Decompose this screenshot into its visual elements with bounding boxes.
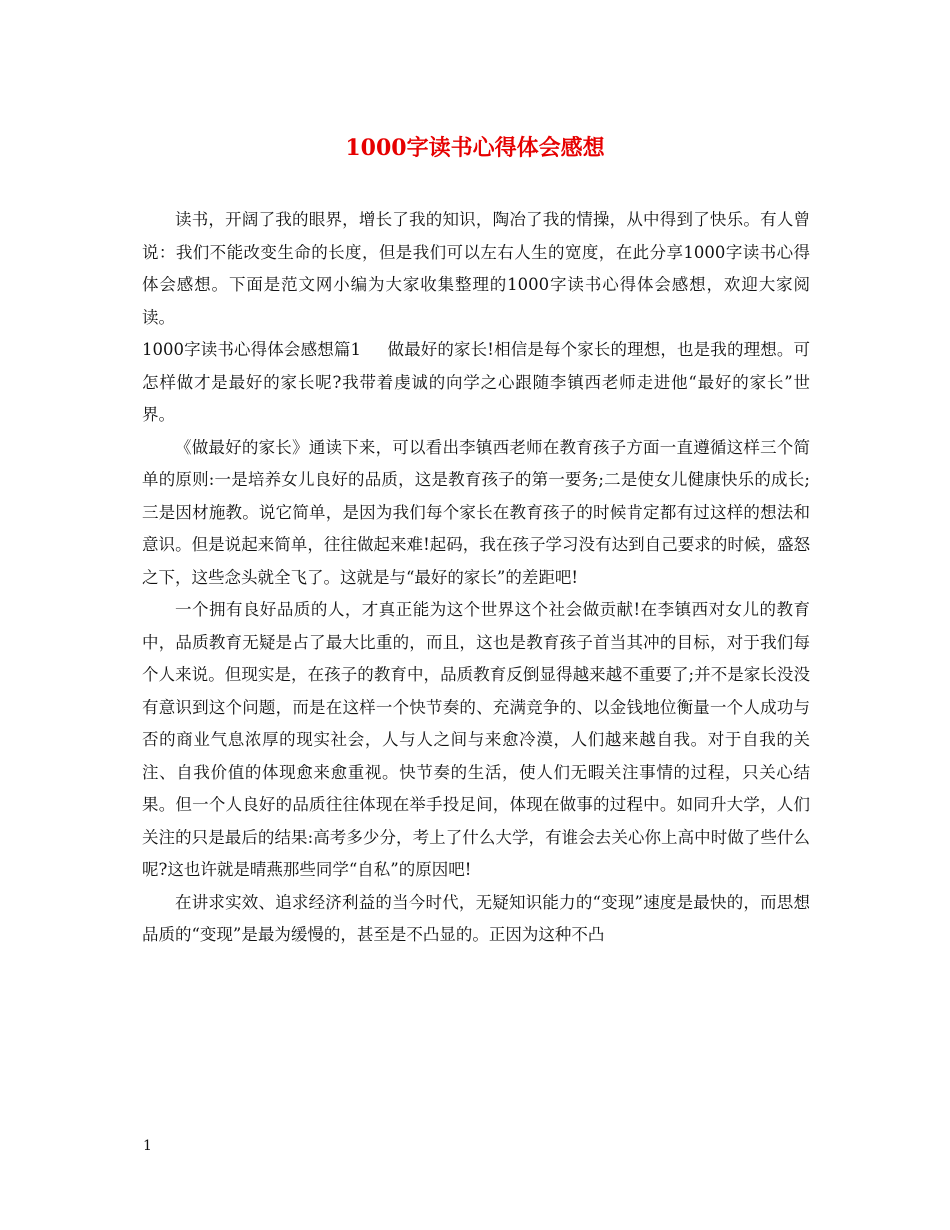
document-body <box>142 204 810 952</box>
section-text: 做最好的家长!相信是每个家长的理想，也是我的理想。可怎样做才是最好的家长呢?我带着虔诚的向学之心跟随李镇西老师走进他“最好的家长”世界。 <box>142 340 810 424</box>
section-heading: 1000字读书心得体会感想篇1 <box>142 340 361 359</box>
body-paragraph: 在讲求实效、追求经济利益的当今时代，无疑知识能力的“变现”速度是最快的，而思想品质的“变现”是最为缓慢的，甚至是不凸显的。正因为这种不凸 <box>142 892 810 944</box>
page-number: 1 <box>143 1138 152 1154</box>
intro-paragraph: 读书，开阔了我的眼界，增长了我的知识，陶冶了我的情操，从中得到了快乐。有人曾说：我们不能改变生命的长度，但是我们可以左右人生的宽度，在此分享1000字读书心得体会感想。下面是范文网小编为大家收集整理的1000字读书心得体会感想，欢迎大家阅读。 <box>142 210 810 327</box>
document-title: 1000字读书心得体会感想 <box>345 135 605 161</box>
section-paragraph <box>142 334 810 432</box>
body-paragraph: 《做最好的家长》通读下来，可以看出李镇西老师在教育孩子方面一直遵循这样三个简单的原则:一是培养女儿良好的品质，这是教育孩子的第一要务;二是使女儿健康快乐的成长;三是因材施教。说它简单，是因为我们每个家长在教育孩子的时候肯定都有过这样的想法和意识。但是说起来简单，往往做起来难!起码，我在孩子学习没有达到自己要求的时候，盛怒之下，这些念头就全飞了。这就是与“最好的家长”的差距吧! <box>142 437 810 587</box>
body-paragraph: 一个拥有良好品质的人，才真正能为这个世界这个社会做贡献!在李镇西对女儿的教育中，品质教育无疑是占了最大比重的，而且，这也是教育孩子首当其冲的目标，对于我们每个人来说。但现实是，在孩子的教育中，品质教育反倒显得越来越不重要了;并不是家长没没有意识到这个问题，而是在这样一个快节奏的、充满竞争的、以金钱地位衡量一个人成功与否的商业气息浓厚的现实社会，人与人之间与来愈冷漠，人们越来越自我。对于自我的关注、自我价值的体现愈来愈重视。快节奏的生活，使人们无暇关注事情的过程，只关心结果。但一个人良好的品质往往体现在举手投足间，体现在做事的过程中。如同升大学，人们关注的只是最后的结果:高考多少分，考上了什么大学，有谁会去关心你上高中时做了些什么呢?这也许就是晴燕那些同学“自私”的原因吧! <box>142 600 810 879</box>
